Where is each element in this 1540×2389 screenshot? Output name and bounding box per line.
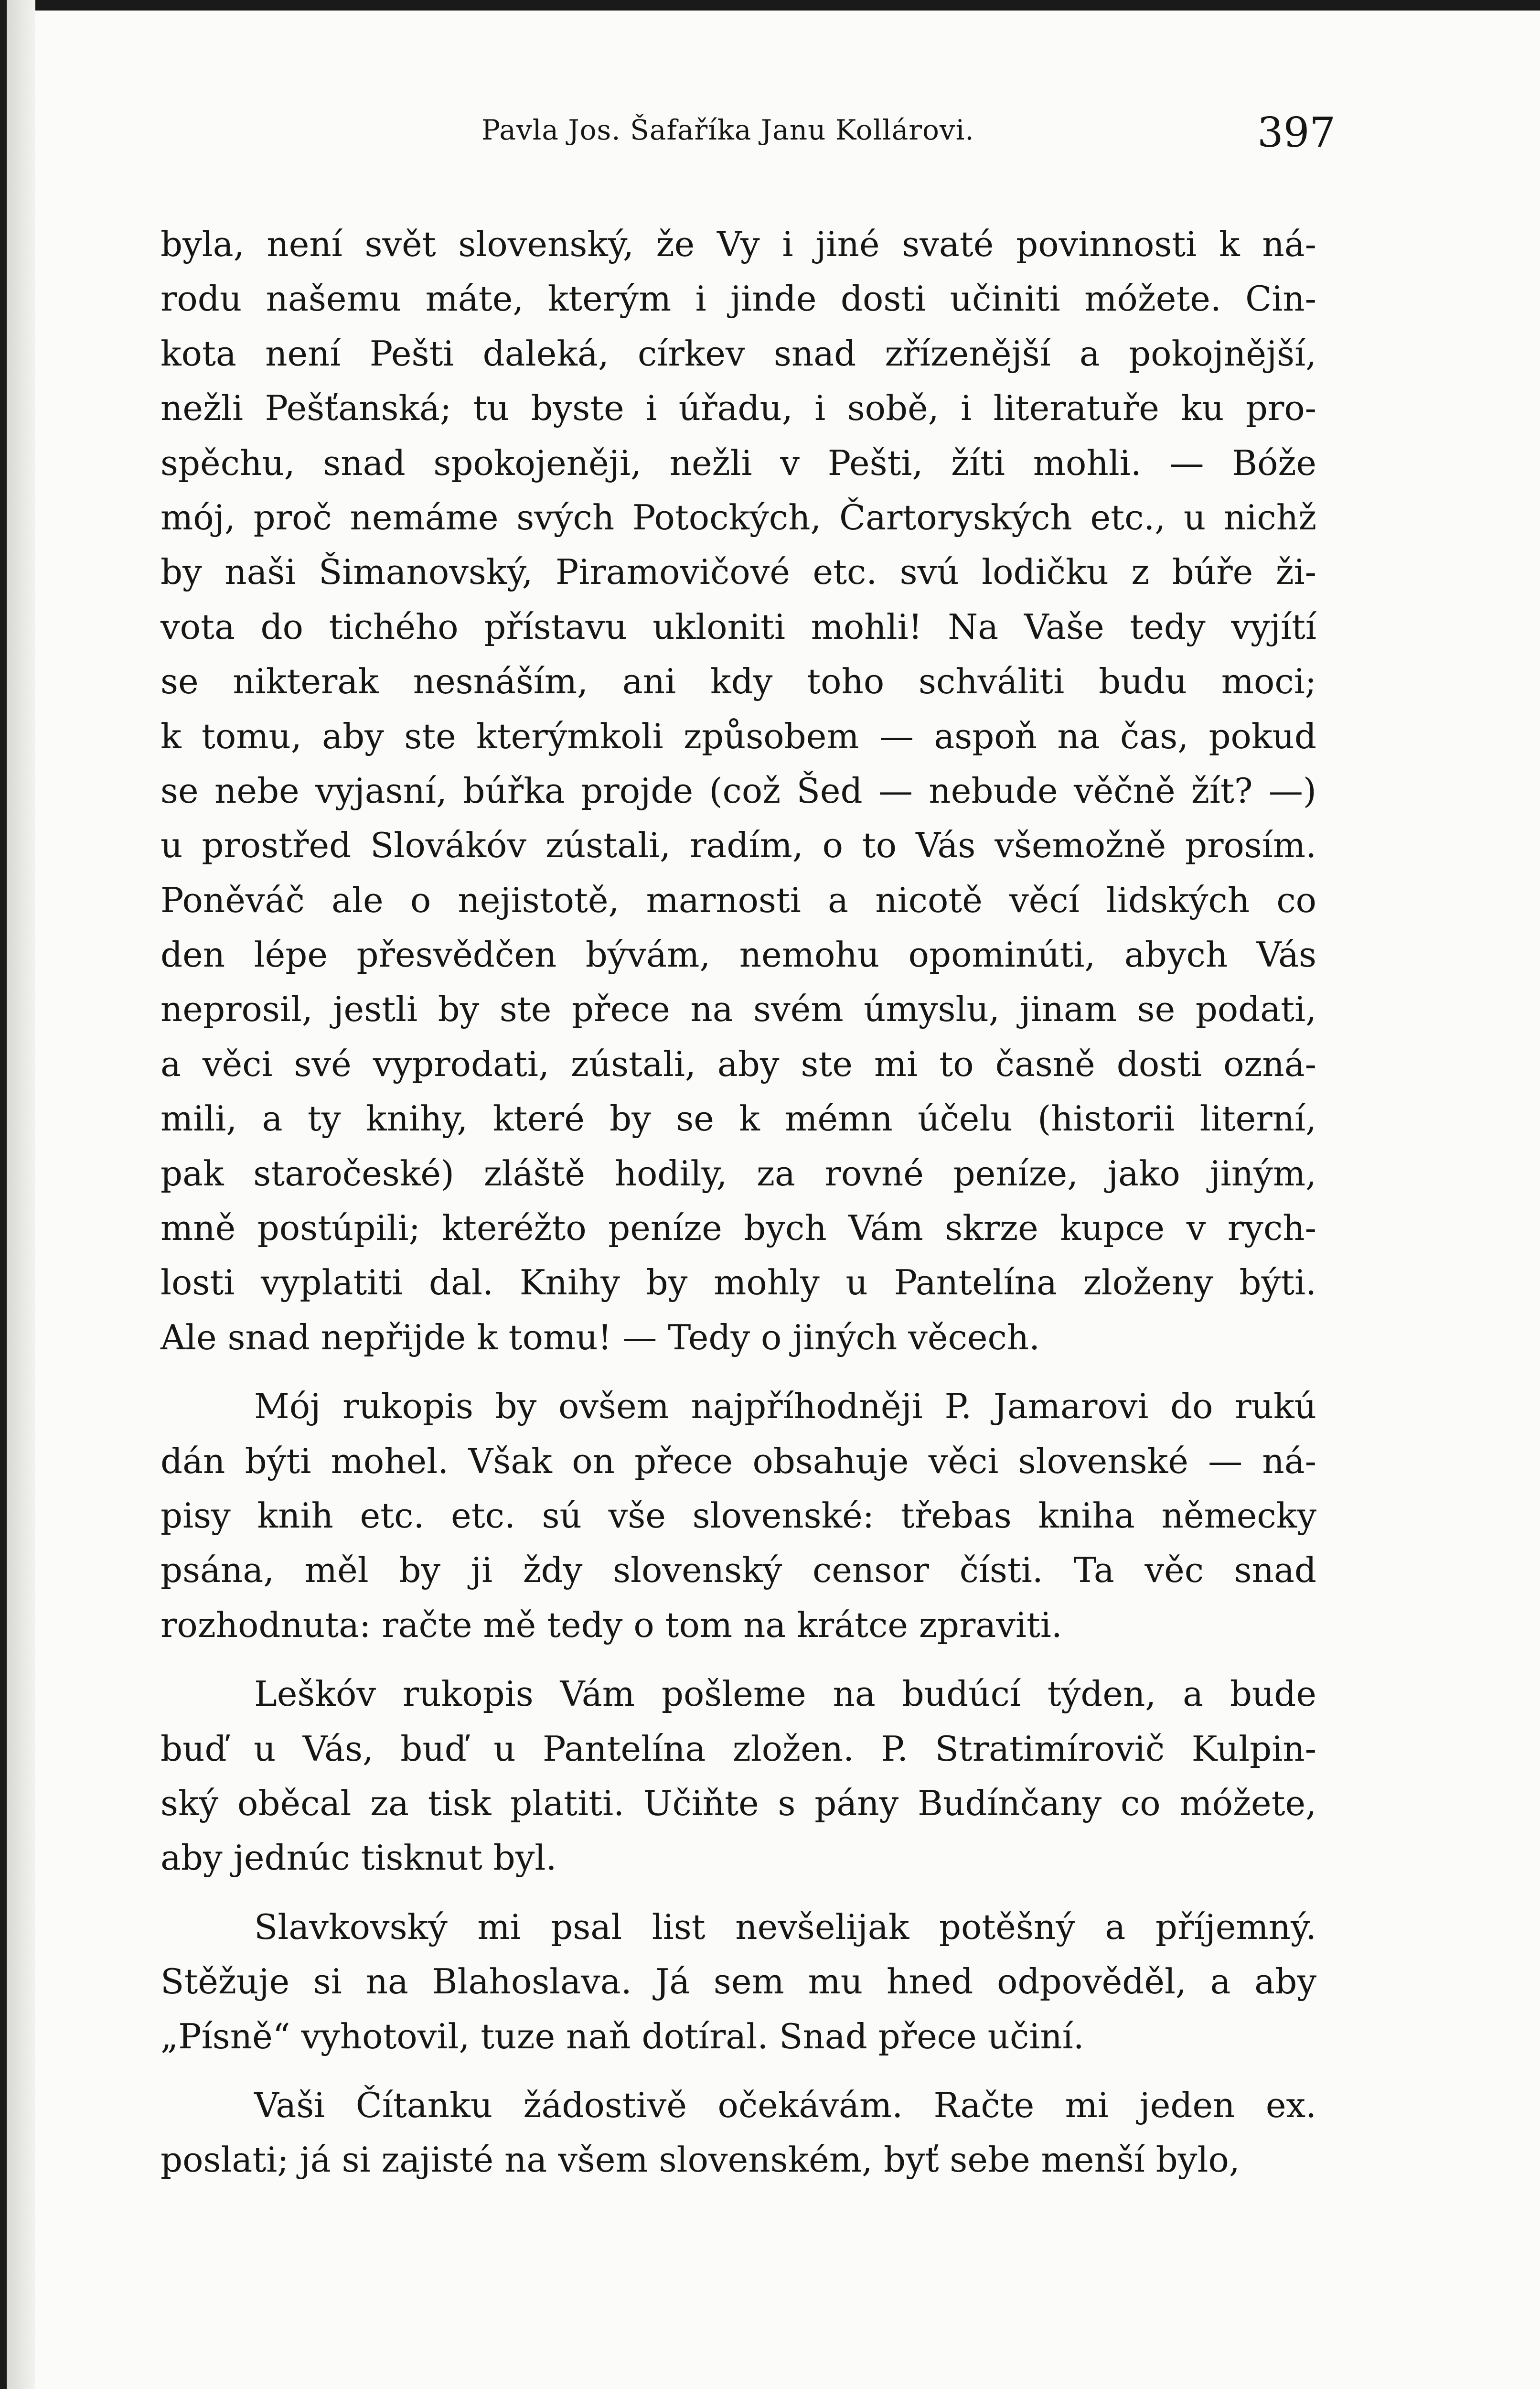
text-line: poslati; já si zajisté na všem slovenském, byť sebe menší bylo, (160, 2140, 1240, 2180)
scan-edge-left (0, 0, 7, 2389)
paragraph-gap (160, 1365, 1316, 1379)
text-line: u prostřed Slovákóv zústali, radím, o to Vás všemožně prosím. (160, 825, 1316, 866)
paragraph (160, 1379, 1316, 1652)
text-line: neprosil, jestli by ste přece na svém úmyslu, jinam se podati, (160, 989, 1316, 1030)
text-line: rozhodnuta: račte mě tedy o tom na krátce zpraviti. (160, 1604, 1062, 1645)
text-line: Vaši Čítanku žádostivě očekávám. Račte mi jeden ex. (254, 2085, 1316, 2125)
text-line: Poněváč ale o nejistotě, marnosti a nicotě věcí lidských co (160, 880, 1316, 920)
text-line: pak staročeské) zláště hodily, za rovné peníze, jako jiným, (160, 1153, 1316, 1194)
paragraph (160, 217, 1316, 1365)
text-line: k tomu, aby ste kterýmkoli způsobem — aspoň na čas, pokud (160, 716, 1316, 756)
text-line: „Písně“ vyhotovil, tuze naň dotíral. Snad přece učiní. (160, 2016, 1084, 2056)
text-line: den lépe přesvědčen bývám, nemohu opominúti, abych Vás (160, 935, 1316, 975)
text-line: ský oběcal za tisk platiti. Učiňte s pány Budínčany co móžete, (160, 1783, 1316, 1823)
text-line: mili, a ty knihy, které by se k mémn účelu (historii literní, (160, 1098, 1316, 1139)
text-line: byla, není svět slovenský, že Vy i jiné svaté povinnosti k ná- (160, 224, 1316, 264)
scan-edge-top (0, 0, 1540, 11)
text-line: Leškóv rukopis Vám pošleme na budúcí týden, a bude (254, 1674, 1316, 1714)
paragraph-gap (160, 2064, 1316, 2078)
text-line: Mój rukopis by ovšem najpříhodněji P. Jamarovi do rukú (254, 1386, 1316, 1427)
text-line: Ale snad nepřijde k tomu! — Tedy o jiných věcech. (160, 1317, 1040, 1357)
text-line: spěchu, snad spokojeněji, nežli v Pešti, žíti mohli. — Bóže (160, 442, 1316, 483)
text-line: rodu našemu máte, kterým i jinde dosti učiniti móžete. Cin- (160, 279, 1316, 319)
text-line: dán býti mohel. Však on přece obsahuje věci slovenské — ná- (160, 1441, 1316, 1481)
text-line: mój, proč nemáme svých Potockých, Čartoryských etc., u nichž (160, 497, 1316, 538)
text-line: buď u Vás, buď u Pantelína zložen. P. Stratimírovič Kulpin- (160, 1728, 1316, 1769)
letter-text-body (160, 217, 1316, 2187)
paragraph (160, 1900, 1316, 2064)
text-line: psána, měl by ji ždy slovenský censor čísti. Ta věc snad (160, 1550, 1316, 1591)
text-line: se nikterak nesnáším, ani kdy toho schváliti budu moci; (160, 661, 1316, 702)
text-line: aby jednúc tisknut byl. (160, 1838, 557, 1878)
paragraph-gap (160, 1652, 1316, 1667)
text-line: mně postúpili; kteréžto peníze bych Vám skrze kupce v rych- (160, 1208, 1316, 1248)
text-line: se nebe vyjasní, búřka projde (což Šed — nebude věčně žít? —) (160, 770, 1316, 811)
running-title: Pavla Jos. Šafaříka Janu Kollárovi. (481, 114, 974, 146)
paragraph (160, 1667, 1316, 1885)
text-line: a věci své vyprodati, zústali, aby ste mi to časně dosti ozná- (160, 1044, 1316, 1084)
text-line: vota do tichého přístavu ukloniti mohli! Na Vaše tedy vyjítí (160, 606, 1316, 647)
running-head (0, 109, 1540, 161)
page-gutter-shadow (7, 0, 35, 2389)
text-line: kota není Pešti daleká, církev snad zřízenější a pokojnější, (160, 333, 1316, 374)
paragraph-gap (160, 1885, 1316, 1900)
text-line: nežli Pešťanská; tu byste i úřadu, i sobě, i literatuře ku pro- (160, 388, 1316, 429)
text-line: Slavkovský mi psal list nevšelijak potěšný a příjemný. (254, 1906, 1316, 1947)
paragraph (160, 2078, 1316, 2187)
text-line: by naši Šimanovský, Piramovičové etc. svú lodičku z búře ži- (160, 552, 1316, 592)
text-line: Stěžuje si na Blahoslava. Já sem mu hned odpověděl, a aby (160, 1961, 1316, 2002)
text-line: pisy knih etc. etc. sú vše slovenské: třebas kniha německy (160, 1495, 1316, 1536)
page-number: 397 (1257, 109, 1336, 157)
text-line: losti vyplatiti dal. Knihy by mohly u Pantelína zloženy býti. (160, 1262, 1316, 1303)
